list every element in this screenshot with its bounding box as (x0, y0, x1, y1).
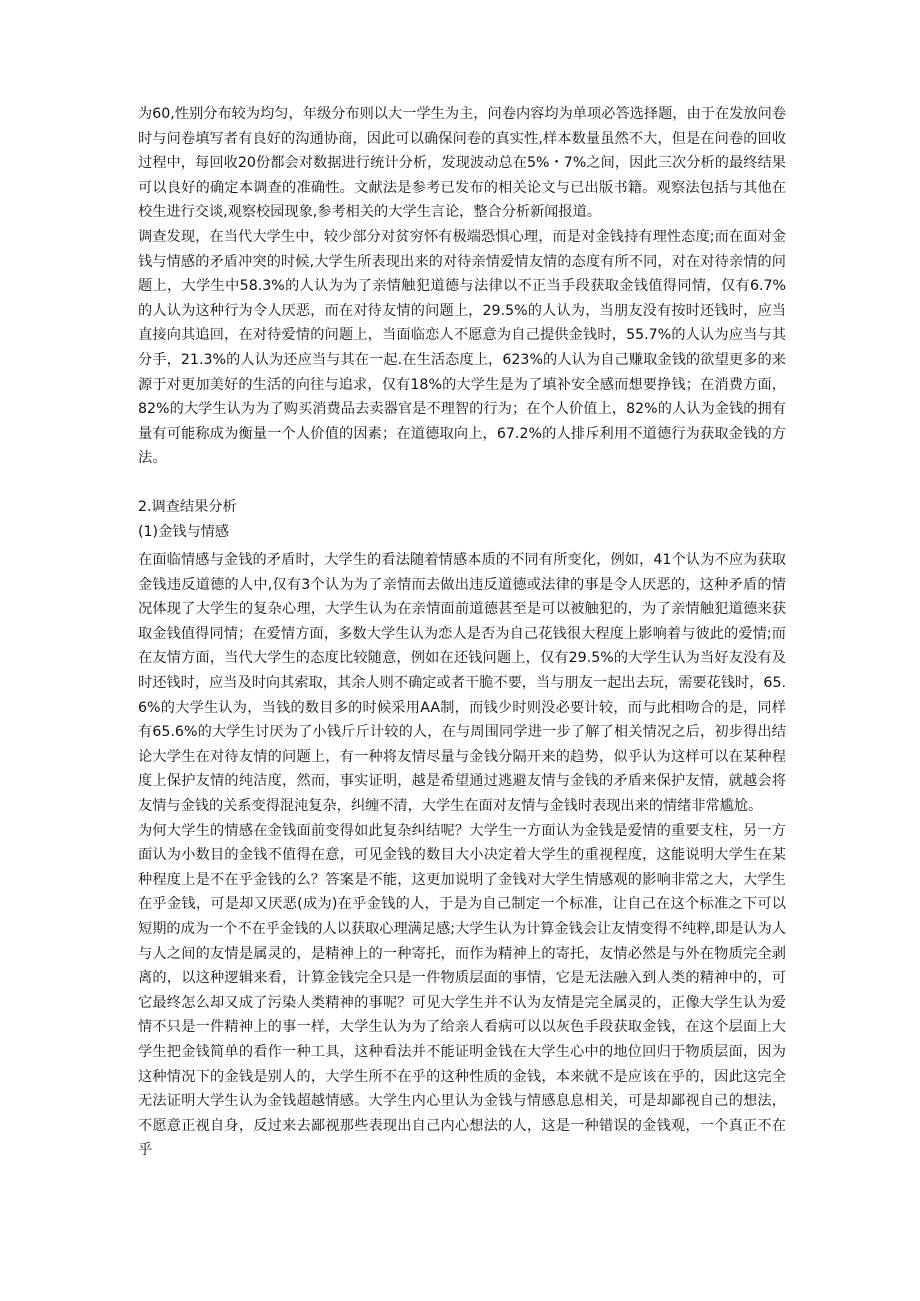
discussion-paragraph: 为何大学生的情感在金钱面前变得如此复杂纠结呢？大学生一方面认为金钱是爱情的重要支柱，另一方面认为小数目的金钱不值得在意，可见金钱的数目大小决定着大学生的重视程度，这能说明大学生在某种程度上是不在乎金钱的么？答案是不能，这更加说明了金钱对大学生情感观的影响非常之大，大学生在乎金钱，可是却又厌恶(成为)在乎金钱的人，于是为自己制定一个标准，让自己在这个标准之下可以短期的成为一个不在乎金钱的人以获取心理满足感;大学生认为计算金钱会让友情变得不纯粹,即是认为人与人之间的友情是属灵的，是精神上的一种寄托，而作为精神上的寄托，友情必然是与外在物质完全剥离的，以这种逻辑来看，计算金钱完全只是一件物质层面的事情，它是无法融入到人类的精神中的，可它最终怎么却又成了污染人类精神的事呢？可见大学生并不认为友情是完全属灵的，正像大学生认为爱情不只是一件精神上的事一样，大学生认为为了给亲人看病可以以灰色手段获取金钱，在这个层面上大学生把金钱简单的看作一种工具，这种看法并不能证明金钱在大学生心中的地位回归于物质层面，因为这种情况下的金钱是别人的，大学生所不在乎的这种性质的金钱，本来就不是应该在乎的，因此这完全无法证明大学生认为金钱超越情感。大学生内心里认为金钱与情感息息相关，可是却鄙视自己的想法，不愿意正视自身，反过来去鄙视那些表现出自己内心想法的人，这是一种错误的金钱观，一个真正不在乎 (138, 822, 786, 1159)
findings-paragraph: 调查发现，在当代大学生中，较少部分对贫穷怀有极端恐惧心理，而是对金钱持有理性态度;而在面对金钱与情感的矛盾冲突的时候,大学生所表现出来的对待亲情爱情友情的态度有所不同，对在对待亲情的问题上，大学生中58.3%的人认为为了亲情触犯道德与法律以不正当手段获取金钱值得同情，仅有6.7%的人认为这种行为令人厌恶，而在对待友情的问题上，29.5%的人认为，当朋友没有按时还钱时，应当直接向其追回，在对待爱情的问题上，当面临恋人不愿意为自己提供金钱时，55.7%的人认为应当与其分手，21.3%的人认为还应当与其在一起.在生活态度上，623%的人认为自己赚取金钱的欲望更多的来源于对更加美好的生活的向往与追求，仅有18%的大学生是为了填补安全感而想要挣钱；在消费方面，82%的大学生认为为了购买消费品去卖器官是不理智的行为；在个人价值上，82%的人认为金钱的拥有量有可能称成为衡量一个人价值的因素；在道德取向上，67.2%的人排斥利用不道德行为获取金钱的方法。 (138, 228, 786, 467)
intro-paragraph: 为60,性别分布较为均匀，年级分布则以大一学生为主，问卷内容均为单项必答选择题，由于在发放问卷时与问卷填写者有良好的沟通协商，因此可以确保问卷的真实性,样本数量虽然不大，但是在问卷的回收过程中，每回收20份都会对数据进行统计分析，发现波动总在5%・7%之间，因此三次分析的最终结果可以良好的确定本调查的准确性。文献法是参考已发布的相关论文与已出版书籍。观察法包括与其他在校生进行交谈,观察校园现象,参考相关的大学生言论，整合分析新闻报道。 (138, 106, 786, 221)
analysis-paragraph: 在面临情感与金钱的矛盾时，大学生的看法随着情感本质的不同有所变化，例如，41个认为不应为获取金钱违反道德的人中,仅有3个认为为了亲情而去做出违反道德或法律的事是令人厌恶的，这种矛盾的情况体现了大学生的复杂心理，大学生认为在亲情面前道德甚至是可以被触犯的，为了亲情触犯道德来获取金钱值得同情；在爱情方面，多数大学生认为恋人是否为自己花钱很大程度上影响着与彼此的爱情;而在友情方面，当代大学生的态度比较随意，例如在还钱问题上，仅有29.5%的大学生认为当好友没有及时还钱时，应当及时向其索取，其余人则不确定或者干脆不要，当与朋友一起出去玩，需要花钱时，65.6%的大学生认为，当钱的数目多的时候采用AA制，而钱少时则没必要计较，而与此相吻合的是，同样有65.6%的大学生讨厌为了小钱斤斤计较的人，在与周围同学进一步了解了相关情况之后，初步得出结论大学生在对待友情的问题上，有一种将友情尽量与金钱分隔开来的趋势，似乎认为这样可以在某种程度上保护友情的纯洁度，然而，事实证明，越是希望通过逃避友情与金钱的矛盾来保护友情，就越会将友情与金钱的关系变得混沌复杂，纠缠不清，大学生在面对友情与金钱时表现出来的情绪非常尴尬。 (138, 552, 786, 815)
section-heading: 2.调查结果分析 (138, 498, 237, 515)
subsection-heading: (1)金钱与情感 (138, 523, 230, 540)
document-page (138, 102, 786, 1163)
